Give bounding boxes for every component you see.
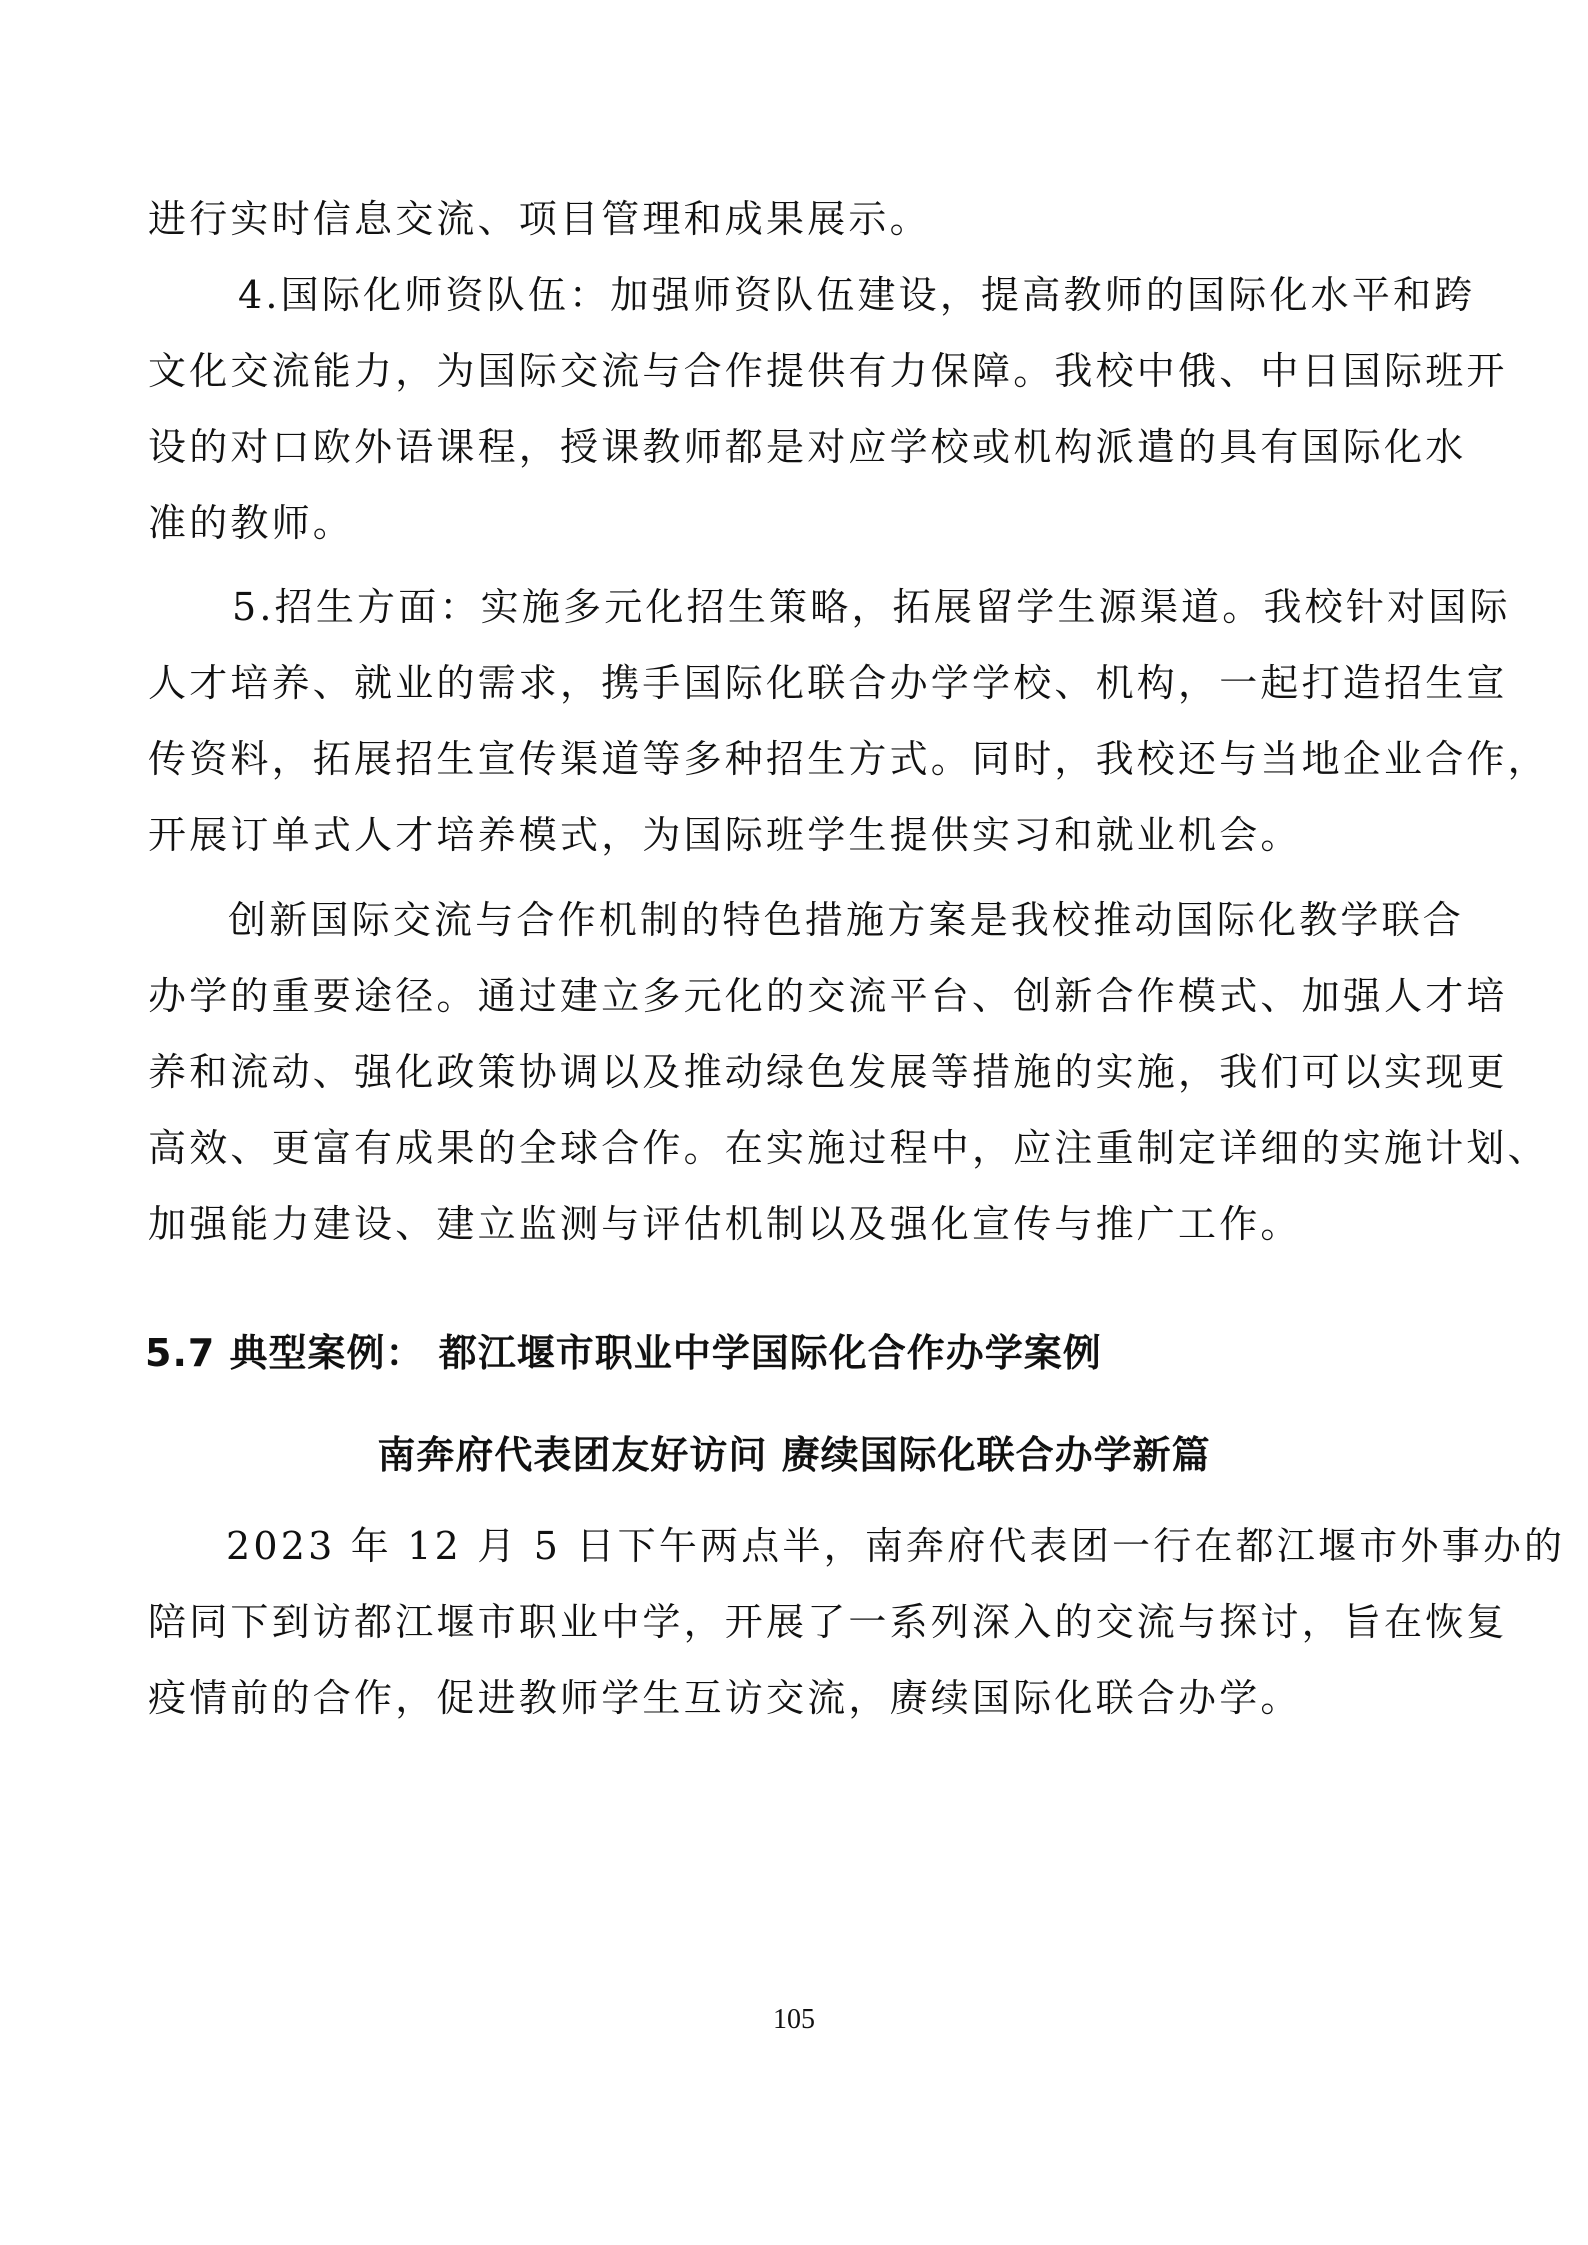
- body-line: 文化交流能力，为国际交流与合作提供有力保障。我校中俄、中日国际班开: [148, 349, 1508, 393]
- body-line: 开展订单式人才培养模式，为国际班学生提供实习和就业机会。: [148, 813, 1302, 857]
- body-line: 准的教师。: [148, 501, 355, 545]
- body-line: 疫情前的合作，促进教师学生互访交流，赓续国际化联合办学。: [148, 1676, 1302, 1720]
- body-line: 进行实时信息交流、项目管理和成果展示。: [148, 197, 931, 241]
- body-line: 2023 年 12 月 5 日下午两点半，南奔府代表团一行在都江堰市外事办的: [226, 1524, 1566, 1568]
- body-line: 陪同下到访都江堰市职业中学，开展了一系列深入的交流与探讨，旨在恢复: [148, 1600, 1508, 1644]
- body-line: 高效、更富有成果的全球合作。在实施过程中，应注重制定详细的实施计划、: [148, 1126, 1549, 1170]
- body-line: 养和流动、强化政策协调以及推动绿色发展等措施的实施，我们可以实现更: [148, 1050, 1508, 1094]
- body-line: 传资料，拓展招生宣传渠道等多种招生方式。同时，我校还与当地企业合作，: [148, 737, 1549, 781]
- body-line: 办学的重要途径。通过建立多元化的交流平台、创新合作模式、加强人才培: [148, 974, 1508, 1018]
- body-line: 设的对口欧外语课程，授课教师都是对应学校或机构派遣的具有国际化水: [148, 425, 1467, 469]
- body-line: 人才培养、就业的需求，携手国际化联合办学学校、机构，一起打造招生宣: [148, 661, 1508, 705]
- body-line: 4.国际化师资队伍：加强师资队伍建设，提高教师的国际化水平和跨: [238, 273, 1476, 317]
- body-line: 创新国际交流与合作机制的特色措施方案是我校推动国际化教学联合: [228, 898, 1465, 942]
- section-heading: 5.7 典型案例： 都江堰市职业中学国际化合作办学案例: [145, 1331, 1102, 1375]
- body-line: 加强能力建设、建立监测与评估机制以及强化宣传与推广工作。: [148, 1202, 1302, 1246]
- page-number: 105: [773, 2004, 815, 2035]
- body-line: 5.招生方面：实施多元化招生策略，拓展留学生源渠道。我校针对国际: [232, 585, 1511, 629]
- article-title: 南奔府代表团友好访问 赓续国际化联合办学新篇: [377, 1433, 1211, 1477]
